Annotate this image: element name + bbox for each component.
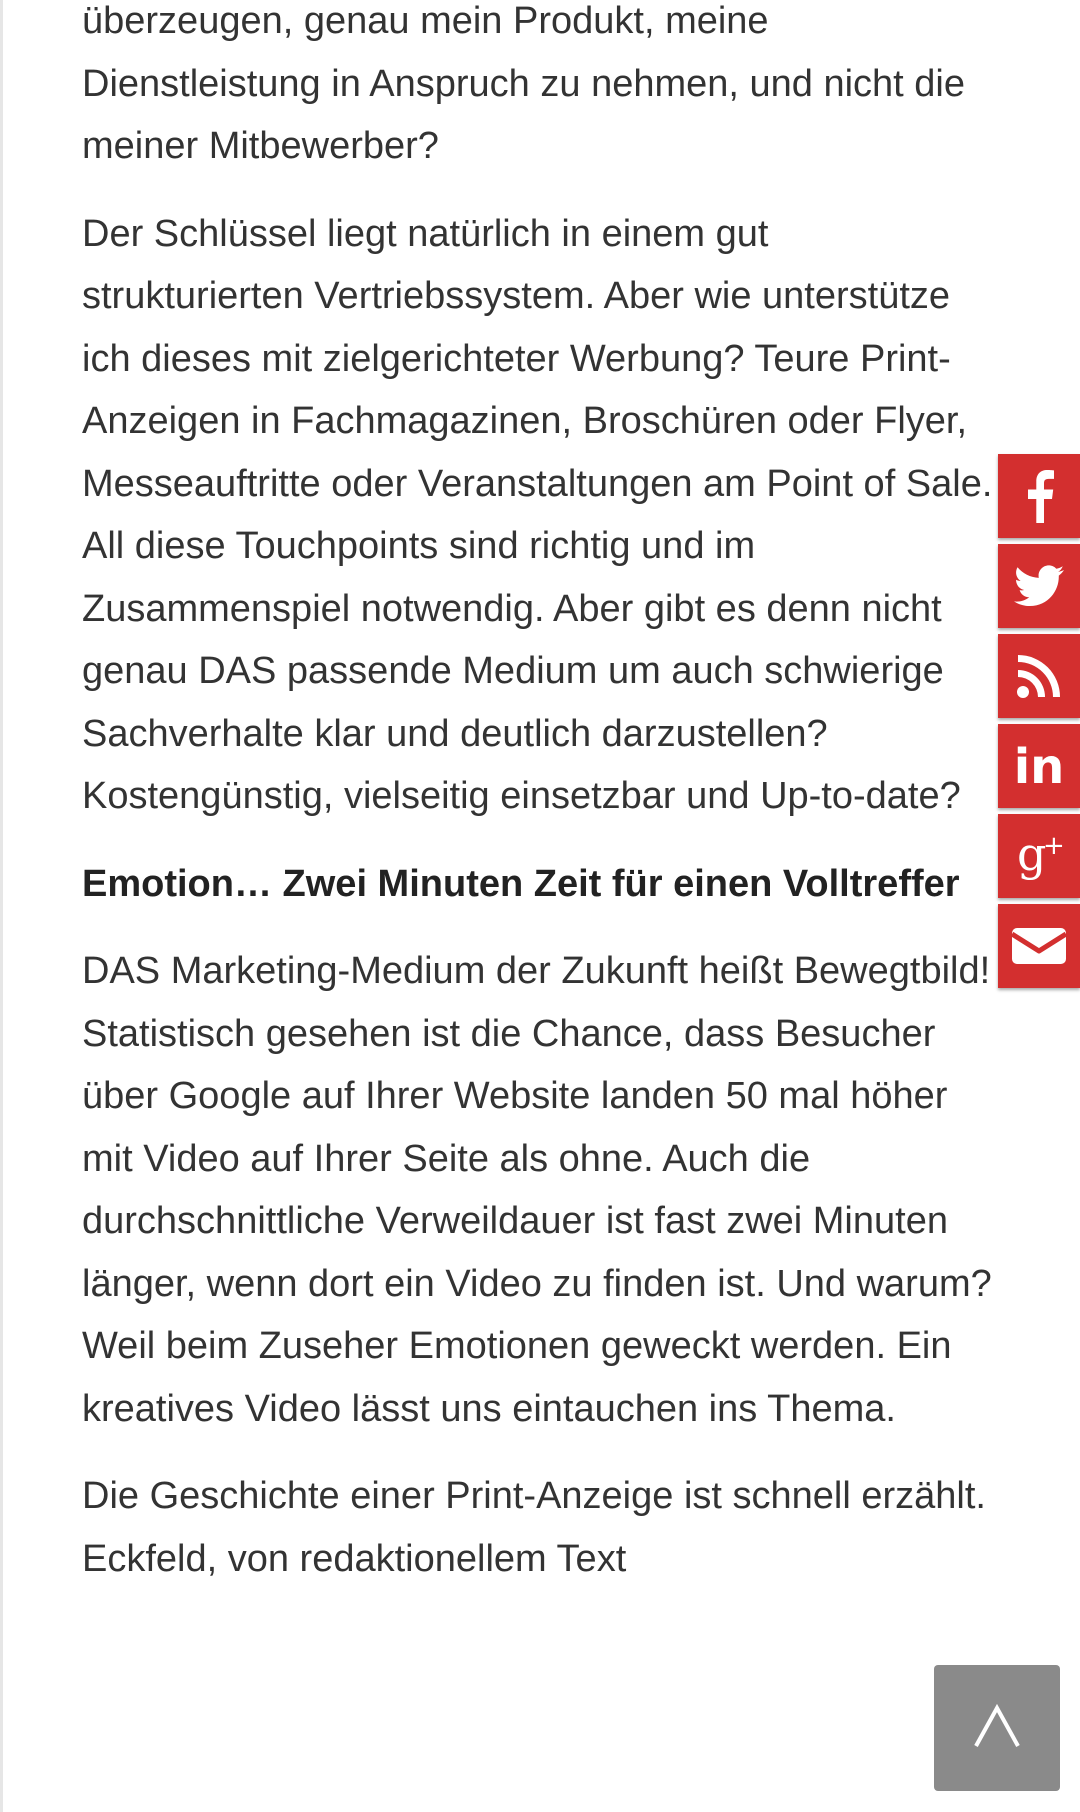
svg-text:in: in — [1013, 741, 1065, 791]
facebook-icon — [1024, 469, 1054, 523]
google-plus-icon — [1011, 828, 1067, 884]
email-icon — [1010, 926, 1068, 966]
rss-feed-button[interactable] — [998, 634, 1080, 718]
google-plus-share-button[interactable] — [998, 814, 1080, 898]
email-share-button[interactable] — [998, 904, 1080, 988]
twitter-share-button[interactable] — [998, 544, 1080, 628]
back-to-top-button[interactable] — [934, 1665, 1060, 1791]
linkedin-share-button[interactable] — [998, 724, 1080, 808]
article-paragraph: Der Schlüssel liegt natürlich in einem gut strukturierten Vertriebssystem. Aber wie unterstütze ich dieses mit zielgerichteter Werbung? Teure Print-Anzeigen in Fachmagazinen, Broschüren oder Flyer, Messeauftritte oder Veranstaltungen am Point of Sale. All diese Touchpoints sind richtig und im Zusammenspiel notwendig. Aber gibt es denn nicht genau DAS passende Medium um auch schwierige Sachverhalte klar und deutlich darzustellen? Kostengünstig, vielseitig einsetzbar und Up-to-date? — [82, 212, 993, 817]
article-paragraph: überzeugen, genau mein Produkt, meine Dienstleistung in Anspruch zu nehmen, und nicht die meiner Mitbewerber? — [82, 0, 965, 167]
social-share-bar — [998, 454, 1080, 994]
article-body — [82, 0, 994, 1615]
article-subheading: Emotion… Zwei Minuten Zeit für einen Volltreffer — [82, 862, 960, 905]
chevron-up-icon — [972, 1704, 1022, 1753]
rss-icon — [1016, 653, 1062, 699]
twitter-icon — [1014, 565, 1064, 607]
article-paragraph: Die Geschichte einer Print-Anzeige ist schnell erzählt. Eckfeld, von redaktionellem Text — [82, 1475, 986, 1580]
svg-text:+: + — [1043, 831, 1065, 861]
facebook-share-button[interactable] — [998, 454, 1080, 538]
article-paragraph: DAS Marketing-Medium der Zukunft heißt Bewegtbild! Statistisch gesehen ist die Chance, dass Besucher über Google auf Ihrer Website landen 50 mal höher mit Video auf Ihrer Seite als ohne. Auch die durchschnittliche Verweildauer ist fast zwei Minuten länger, wenn dort ein Video zu finden ist. Und warum? Weil beim Zuseher Emotionen geweckt werden. Ein kreatives Video lässt uns eintauchen ins Thema. — [82, 950, 992, 1430]
page-left-border — [0, 0, 3, 1812]
linkedin-icon — [1011, 741, 1067, 791]
svg-text:g: g — [1017, 828, 1047, 881]
